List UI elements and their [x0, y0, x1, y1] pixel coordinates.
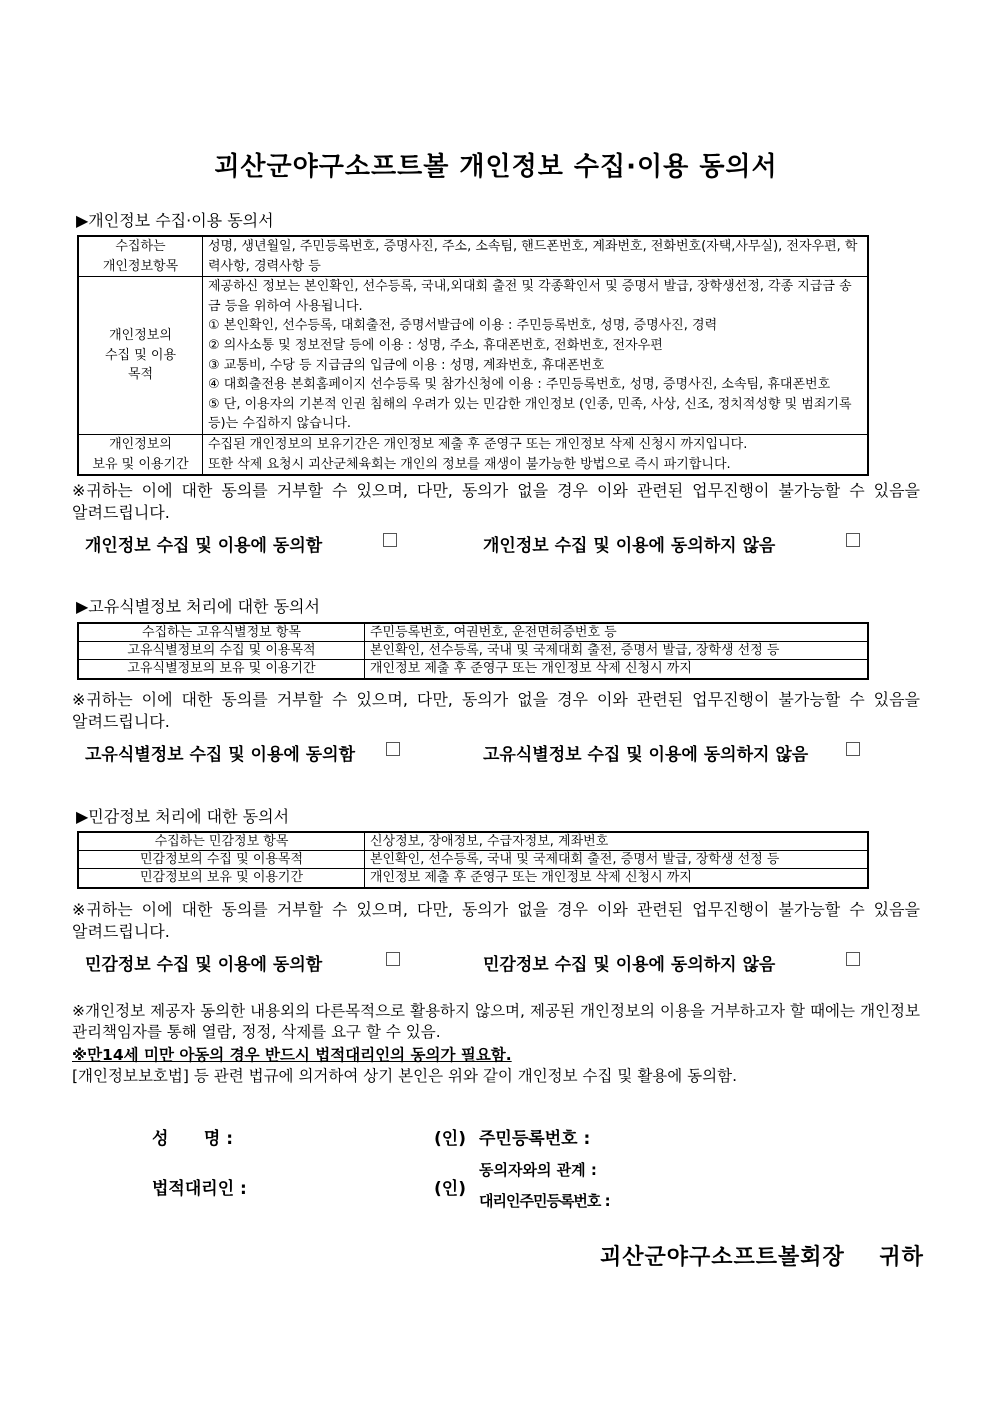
table-row [78, 642, 868, 660]
personal-agree-checkbox[interactable] [383, 533, 397, 547]
consent-statement: [개인정보보호법] 등 관련 법규에 의거하여 상기 본인은 위와 같이 개인정보 수집 및 활용에 동의함. [72, 1067, 738, 1085]
unique-agree-label: 고유식별정보 수집 및 이용에 동의함 [85, 745, 356, 765]
seal-mark: (인) [434, 1179, 466, 1199]
table-row [78, 434, 868, 475]
unique-disagree-checkbox[interactable] [846, 742, 860, 756]
rrn-label: 주민등록번호 : [479, 1129, 591, 1149]
table-content-cell: 신상정보, 장애정보, 수급자정보, 계좌번호 [365, 832, 869, 851]
table-row [78, 277, 868, 435]
refusal-notice: ※귀하는 이에 대한 동의를 거부할 수 있으며, 다만, 동의가 없을 경우 이와 관련된 업무진행이 불가능할 수 있음을 알려드립니다. [72, 900, 920, 941]
table-label-cell: 수집하는 개인정보항목 [78, 236, 203, 277]
personal-section-header: ▶개인정보 수집·이용 동의서 [76, 211, 274, 230]
table-content-cell: 개인정보 제출 후 준영구 또는 개인정보 삭제 신청시 까지 [365, 869, 869, 888]
table-label-cell: 민감정보의 보유 및 이용기간 [78, 869, 365, 888]
table-content-cell: 개인정보 제출 후 준영구 또는 개인정보 삭제 신청시 까지 [365, 660, 869, 679]
table-row [78, 869, 868, 888]
table-content-cell: 본인확인, 선수등록, 국내 및 국제대회 출전, 증명서 발급, 장학생 선정 등 [365, 851, 869, 869]
usage-notice: ※개인정보 제공자 동의한 내용외의 다른목적으로 활용하지 않으며, 제공된 개인정보의 이용을 거부하고자 할 때에는 개인정보관리책임자를 통해 열람, 정정, 삭제를 요구 할 수 있음. [72, 1002, 920, 1041]
relation-label: 동의자와의 관계 : [479, 1161, 597, 1179]
personal-disagree-label: 개인정보 수집 및 이용에 동의하지 않음 [483, 536, 776, 556]
name-label: 성 명 : [152, 1129, 234, 1149]
unique-section-header: ▶고유식별정보 처리에 대한 동의서 [76, 597, 320, 616]
table-label-cell: 민감정보의 수집 및 이용목적 [78, 851, 365, 869]
document-title: 괴산군야구소프트볼 개인정보 수집·이용 동의서 [214, 152, 778, 182]
table-row [78, 623, 868, 642]
table-label-cell: 고유식별정보의 보유 및 이용기간 [78, 660, 365, 679]
table-row [78, 851, 868, 869]
unique-agree-checkbox[interactable] [386, 742, 400, 756]
table-label-cell: 개인정보의 수집 및 이용 목적 [78, 277, 203, 435]
personal-agree-label: 개인정보 수집 및 이용에 동의함 [85, 536, 323, 556]
table-label-cell: 개인정보의 보유 및 이용기간 [78, 434, 203, 475]
table-content-cell: 제공하신 정보는 본인확인, 선수등록, 국내,외대회 출전 및 각종확인서 및 증명서 발급, 장학생선정, 각종 지급금 송금 등을 위하여 사용됩니다. ① 본인확인, 선수등록, 대회출전, 증명서발급에 이용 : 주민등록번호, 성명, 증명사진, 경력 ② 의사소통 및 정보전달 등에 이용 : 성명, 주소, 휴대폰번호, 전화번호, 전자우편 ③ 교통비, 수당 등 지급금의 입금에 이용 : 성명, 계좌번호, 휴대폰번호 ④ 대회출전용 본회홈페이지 선수등록 및 참가신청에 이용 : 주민등록번호, 성명, 증명사진, 소속팀, 휴대폰번호 ⑤ 단, 이용자의 기본적 인권 침해의 우려가 있는 민감한 개인정보 (인종, 민족, 사상, 신조, 정치적성향 및 범죄기록 등)는 수집하지 않습니다. [203, 277, 869, 435]
closing-addressee: 괴산군야구소프트볼회장 귀하 [600, 1245, 924, 1270]
sensitive-info-table [77, 831, 869, 889]
table-label-cell: 고유식별정보의 수집 및 이용목적 [78, 642, 365, 660]
refusal-notice: ※귀하는 이에 대한 동의를 거부할 수 있으며, 다만, 동의가 없을 경우 이와 관련된 업무진행이 불가능할 수 있음을 알려드립니다. [72, 481, 920, 522]
table-label-cell: 수집하는 고유식별정보 항목 [78, 623, 365, 642]
table-content-cell: 주민등록번호, 여권번호, 운전면허증번호 등 [365, 623, 869, 642]
minor-notice: ※만14세 미만 아동의 경우 반드시 법적대리인의 동의가 필요함. [72, 1046, 512, 1064]
table-label-cell: 수집하는 민감정보 항목 [78, 832, 365, 851]
sensitive-agree-label: 민감정보 수집 및 이용에 동의함 [85, 955, 323, 975]
table-content-cell: 본인확인, 선수등록, 국내 및 국제대회 출전, 증명서 발급, 장학생 선정 등 [365, 642, 869, 660]
table-row [78, 660, 868, 679]
table-row [78, 832, 868, 851]
guardian-label: 법적대리인 : [152, 1179, 247, 1199]
table-row [78, 236, 868, 277]
personal-disagree-checkbox[interactable] [846, 533, 860, 547]
sensitive-disagree-checkbox[interactable] [846, 952, 860, 966]
sensitive-section-header: ▶민감정보 처리에 대한 동의서 [76, 807, 290, 826]
table-content-cell: 수집된 개인정보의 보유기간은 개인정보 제출 후 준영구 또는 개인정보 삭제 신청시 까지입니다. 또한 삭제 요청시 괴산군체육회는 개인의 정보를 재생이 불가능한 방법으로 즉시 파기합니다. [203, 434, 869, 475]
refusal-notice: ※귀하는 이에 대한 동의를 거부할 수 있으며, 다만, 동의가 없을 경우 이와 관련된 업무진행이 불가능할 수 있음을 알려드립니다. [72, 690, 920, 731]
table-content-cell: 성명, 생년월일, 주민등록번호, 증명사진, 주소, 소속팀, 핸드폰번호, 계좌번호, 전화번호(자택,사무실), 전자우편, 학력사항, 경력사항 등 [203, 236, 869, 277]
guardian-rrn-label: 대리인주민등록번호 : [479, 1192, 610, 1210]
sensitive-disagree-label: 민감정보 수집 및 이용에 동의하지 않음 [483, 955, 776, 975]
sensitive-agree-checkbox[interactable] [386, 952, 400, 966]
seal-mark: (인) [434, 1129, 466, 1149]
unique-disagree-label: 고유식별정보 수집 및 이용에 동의하지 않음 [483, 745, 809, 765]
personal-info-table [77, 235, 869, 476]
unique-info-table [77, 622, 869, 680]
